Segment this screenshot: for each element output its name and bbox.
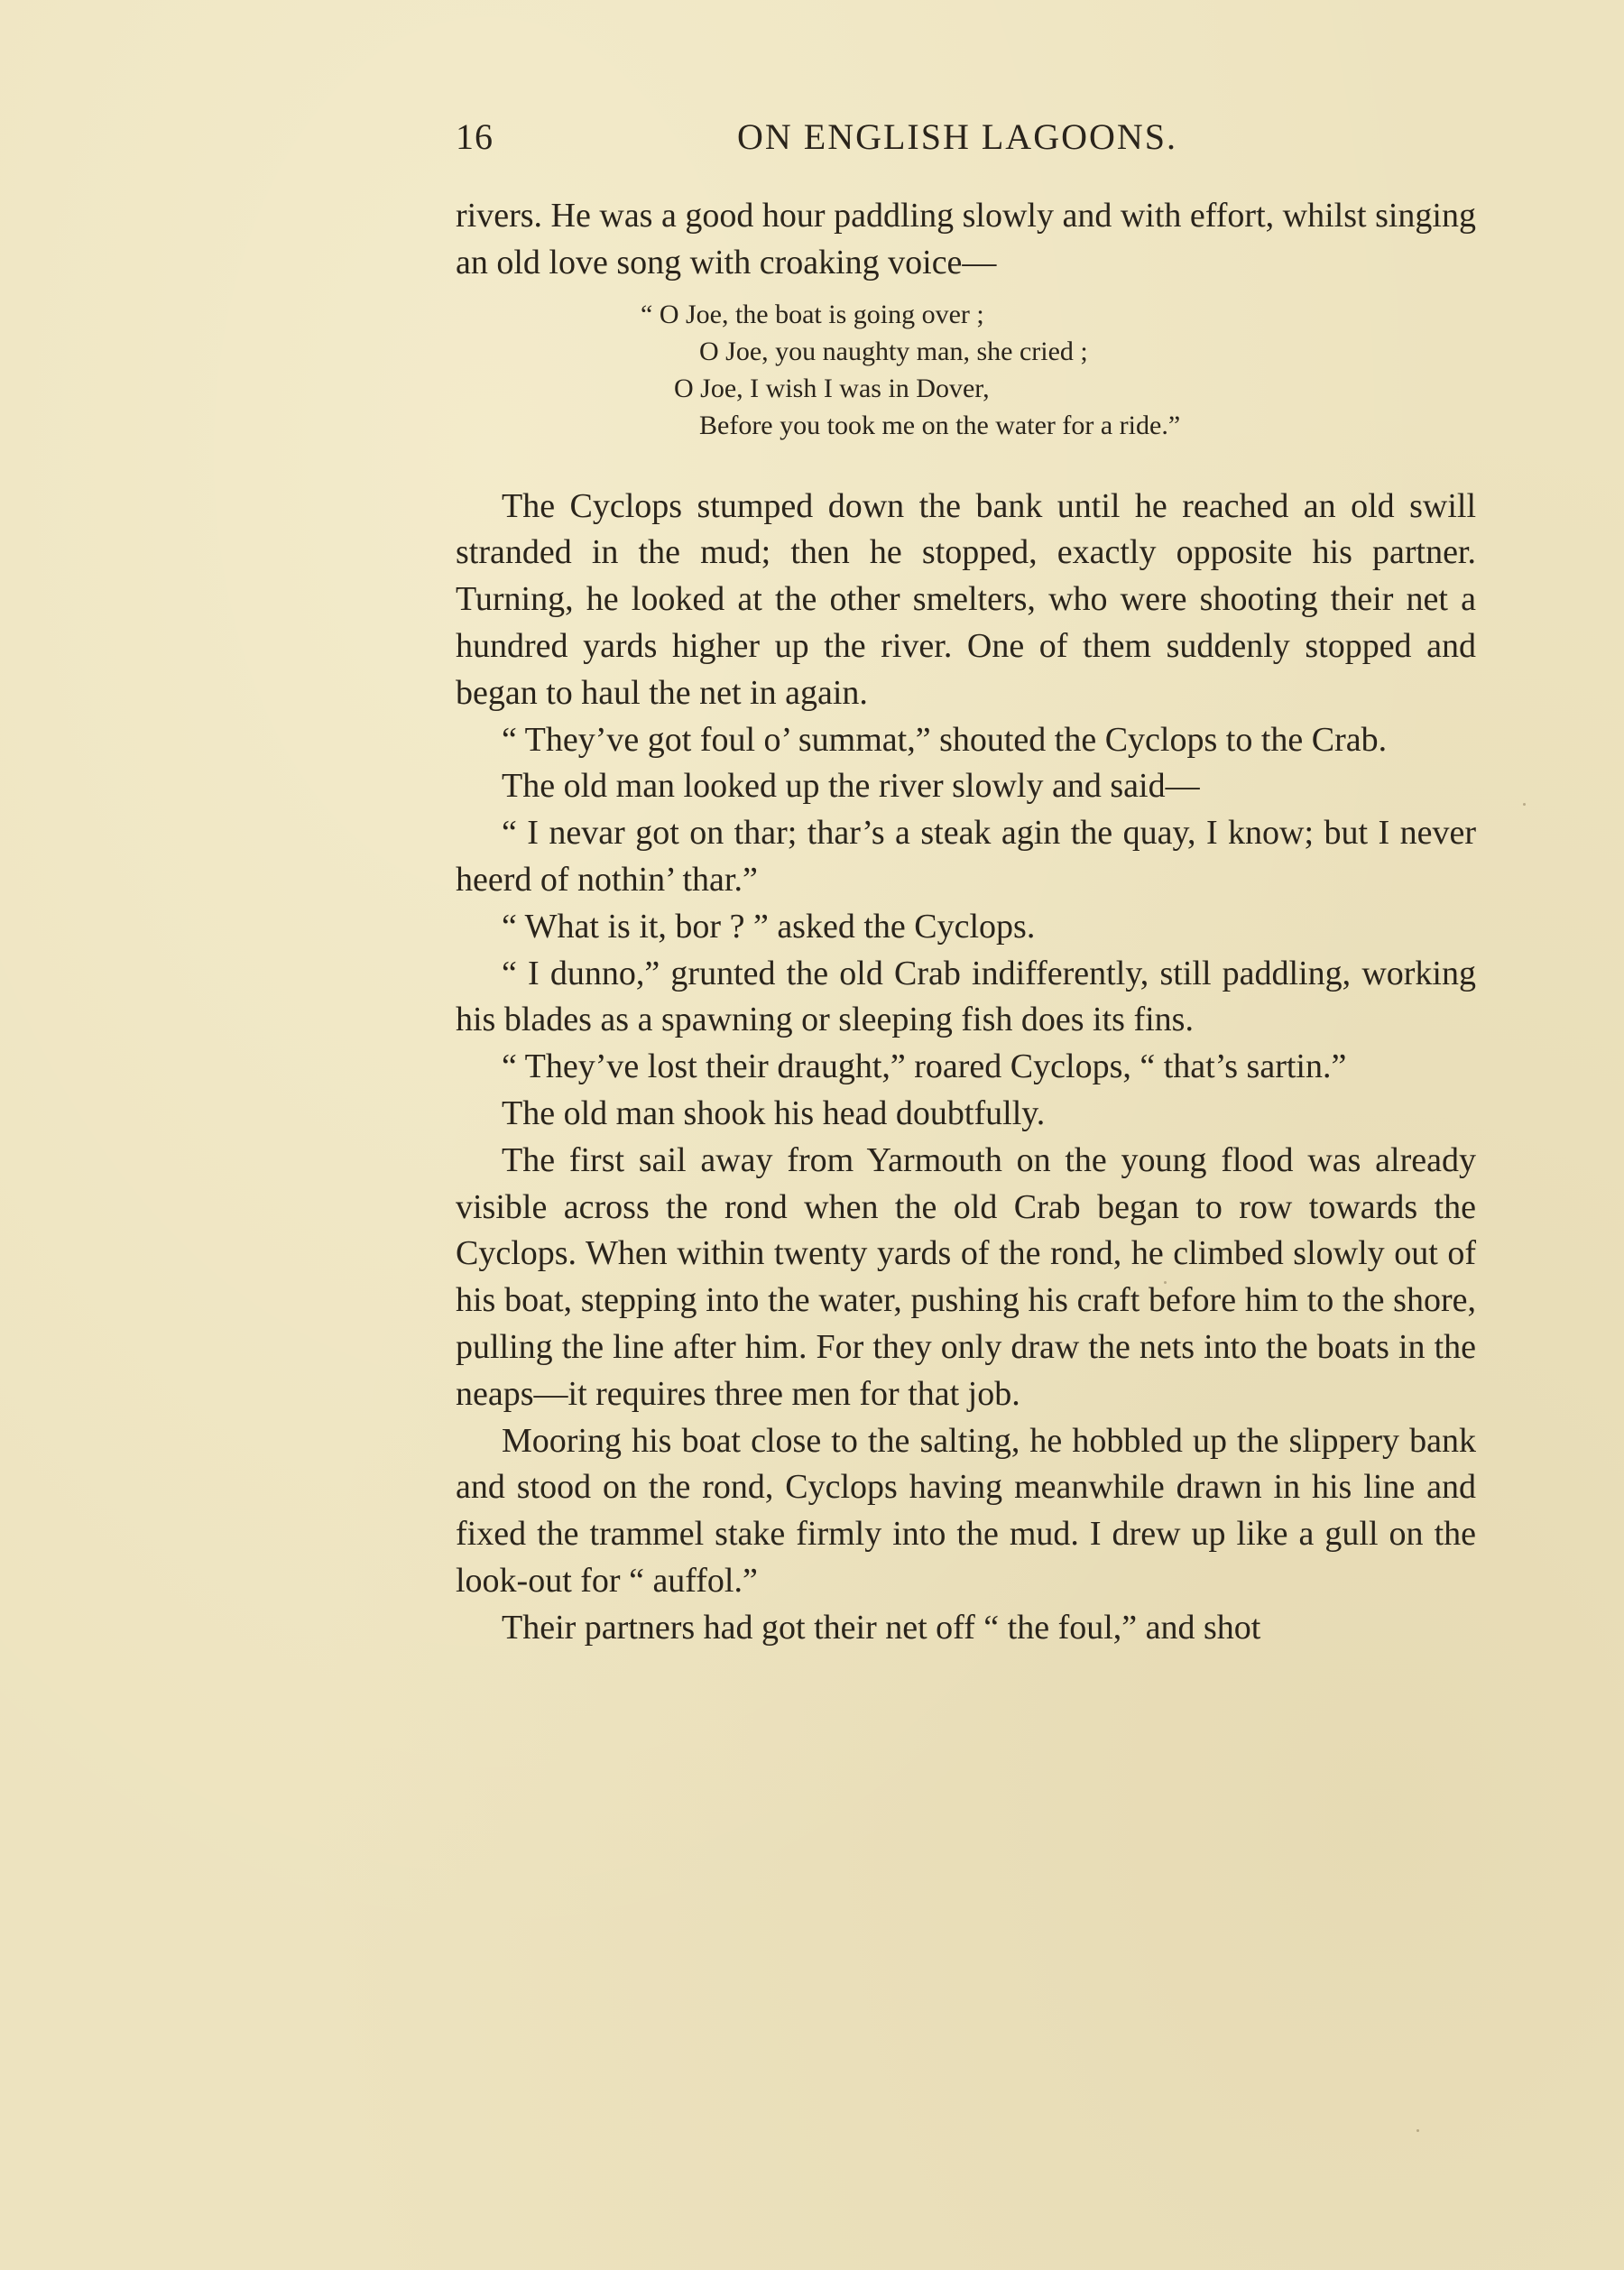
paragraph: “ They’ve lost their draught,” roared Cyclops, “ that’s sartin.” bbox=[502, 1047, 1347, 1086]
paper-speck bbox=[1164, 1281, 1167, 1284]
verse-line: “ O Joe, the boat is going over ; bbox=[641, 299, 984, 329]
page-header bbox=[456, 115, 1476, 161]
paragraph: The old man shook his head doubtfully. bbox=[502, 1093, 1046, 1132]
body-text bbox=[456, 193, 1476, 1652]
page-number: 16 bbox=[456, 116, 494, 157]
paragraph: “ I nevar got on thar; thar’s a steak agin the quay, I know; but I never heerd of nothin’ thar.” bbox=[456, 814, 1476, 899]
paper-speck bbox=[1523, 803, 1526, 806]
paragraph: “ They’ve got foul o’ summat,” shouted the Cyclops to the Crab. bbox=[502, 720, 1388, 759]
verse-block bbox=[456, 287, 1476, 484]
opening-paragraph: rivers. He was a good hour paddling slowly and with effort, whilst singing an old love song with croaking voice— bbox=[456, 197, 1476, 281]
paragraph: “ I dunno,” grunted the old Crab indifferently, still paddling, working his blades as a spawning or sleeping fish does its fins. bbox=[456, 954, 1476, 1039]
paper-speck bbox=[1416, 2129, 1419, 2132]
running-title: ON ENGLISH LAGOONS. bbox=[737, 116, 1177, 157]
paragraph: Mooring his boat close to the salting, he hobbled up the slippery bank and stood on the rond, Cyclops having meanwhile drawn in his line and fixed the trammel stake firmly into the mud. I drew up like a gull on the look-out for “ auffol.” bbox=[456, 1421, 1476, 1600]
paragraph: “ What is it, bor ? ” asked the Cyclops. bbox=[502, 907, 1036, 946]
paragraph: Their partners had got their net off “ the foul,” and shot bbox=[502, 1608, 1261, 1647]
verse-line: O Joe, you naughty man, she cried ; bbox=[699, 336, 1088, 366]
verse-line: Before you took me on the water for a ride.” bbox=[699, 410, 1181, 440]
paragraph: The Cyclops stumped down the bank until he reached an old swill stranded in the mud; then he stopped, exactly opposite his partner. Turning, he looked at the other smelters, who were shooting their net a hundred yards higher up the river. One of them suddenly stopped and began to haul the net in again. bbox=[456, 486, 1476, 712]
verse-line: O Joe, I wish I was in Dover, bbox=[674, 373, 990, 403]
paragraph: The first sail away from Yarmouth on the young flood was already visible across the rond when the old Crab began to row towards the Cyclops. When within twenty yards of the rond, he climbed slowly out of his boat, stepping into the water, pushing his craft before him to the shore, pulling the line after him. For they only draw the nets into the boats in the neaps—it requires three men for that job. bbox=[456, 1140, 1476, 1413]
paragraph: The old man looked up the river slowly and said— bbox=[502, 767, 1200, 806]
